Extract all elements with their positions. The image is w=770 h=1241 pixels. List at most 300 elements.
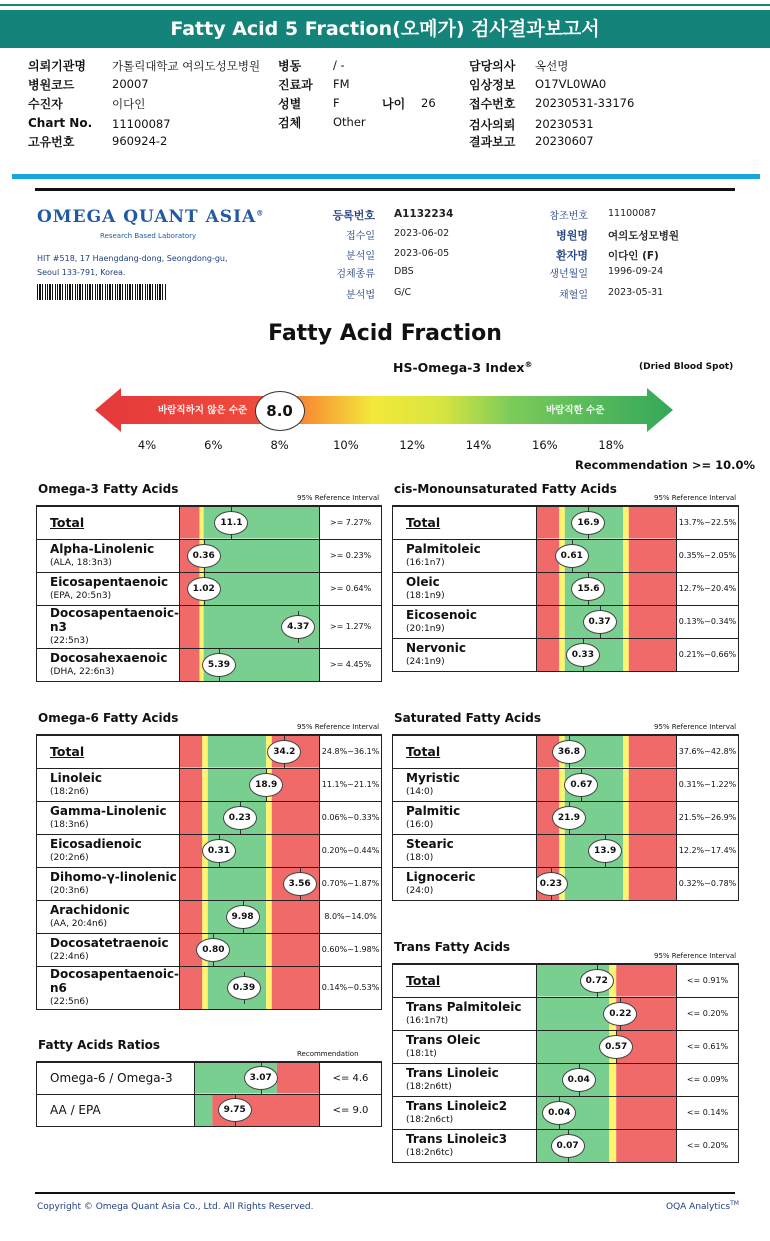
result-row	[37, 801, 382, 834]
name-text: Docosatetraenoic	[50, 935, 169, 950]
name-text: Eicosapentaenoic	[50, 574, 169, 589]
bar-segment	[623, 769, 629, 801]
result-value-marker: 3.07	[244, 1066, 278, 1090]
fatty-acid-name	[37, 834, 180, 867]
result-value-marker: 0.67	[564, 773, 598, 797]
main-title: Fatty Acid Fraction	[268, 321, 502, 346]
name-text: Total	[406, 743, 441, 759]
bar-segment	[266, 967, 272, 1009]
result-value-marker: 0.72	[580, 969, 614, 993]
gauge-tick-label: 4%	[137, 438, 157, 452]
result-value-marker: 0.39	[227, 976, 261, 1000]
name-subtitle: (20:2n6)	[50, 852, 89, 863]
name-subtitle: (18:2n6ct)	[406, 1114, 454, 1125]
result-bar-cell	[180, 834, 320, 867]
result-row	[393, 638, 739, 671]
bar-segment	[559, 573, 565, 605]
reference-value: 0.21%~0.66%	[677, 638, 739, 671]
name-subtitle: (18:0)	[406, 852, 434, 863]
sample-label: 환자명	[556, 249, 588, 262]
bar-segment	[623, 736, 629, 768]
result-value-marker: 0.37	[583, 610, 617, 634]
fatty-acid-name	[393, 1129, 537, 1162]
reference-interval-label: 95% Reference Interval	[297, 494, 380, 502]
bar-segment	[623, 606, 629, 638]
reference-value: <= 0.20%	[677, 997, 739, 1030]
header-value: Other	[333, 115, 366, 129]
header-value: 20007	[112, 77, 149, 91]
result-row	[393, 506, 739, 539]
fatty-acid-name	[37, 1062, 195, 1094]
reference-value: 24.8%~36.1%	[320, 735, 382, 768]
fatty-acid-name	[393, 605, 537, 638]
reference-value: 12.2%~17.4%	[677, 834, 739, 867]
header-label: 병동	[278, 59, 302, 73]
fatty-acid-name	[37, 735, 180, 768]
sample-value: 이다인 (F)	[608, 250, 659, 262]
section-title-saturated: Saturated Fatty Acids	[394, 711, 541, 725]
bar-segment	[559, 507, 565, 539]
bar-segment	[180, 769, 202, 801]
bar-segment	[616, 1130, 676, 1162]
sample-label: 등록번호	[332, 209, 375, 222]
copyright: Copyright © Omega Quant Asia Co., Ltd. All Rights Reserved.	[37, 1202, 314, 1212]
result-row	[37, 648, 382, 681]
bar-segment	[609, 1130, 616, 1162]
result-bar-cell	[180, 572, 320, 605]
barcode	[37, 284, 167, 300]
header-value: 20230607	[535, 134, 594, 148]
section-title-cismono: cis-Monounsaturated Fatty Acids	[394, 482, 617, 496]
gauge-tick-label: 18%	[598, 438, 624, 452]
result-bar-cell	[537, 1063, 677, 1096]
bar-segment	[623, 639, 629, 671]
result-row	[37, 966, 382, 1009]
name-text: Stearic	[406, 836, 454, 851]
bar-segment	[180, 507, 199, 539]
section-title-omega3: Omega-3 Fatty Acids	[38, 482, 179, 496]
header-label: 결과보고	[469, 135, 516, 149]
gauge-high-label: 바람직한 수준	[546, 405, 605, 416]
name-text: Trans Linoleic2	[406, 1098, 508, 1113]
age-value: 26	[421, 96, 436, 110]
reference-value: 0.32%~0.78%	[677, 867, 739, 900]
bar-segment	[537, 606, 559, 638]
result-row	[37, 1094, 382, 1126]
bar-segment	[272, 835, 319, 867]
result-bar-cell	[537, 539, 677, 572]
name-subtitle: (EPA, 20:5n3)	[50, 590, 112, 601]
index-title: HS-Omega-3 Index®	[393, 360, 533, 376]
fatty-acid-name	[37, 506, 180, 539]
bar-segment	[272, 934, 319, 966]
top-accent-line	[0, 4, 770, 6]
index-value-marker: 8.0	[255, 391, 305, 431]
table-ratios	[36, 1061, 382, 1127]
reference-value: 0.20%~0.44%	[320, 834, 382, 867]
reference-bar	[537, 769, 676, 801]
result-value-marker: 0.23	[537, 872, 568, 896]
result-row	[37, 768, 382, 801]
top-rule	[35, 188, 735, 191]
header-label: 수진자	[28, 97, 63, 111]
header-value: 11100087	[112, 117, 171, 131]
result-value-marker: 0.23	[223, 806, 257, 830]
bar-segment	[266, 901, 272, 933]
name-text: Dihomo-γ-linolenic	[50, 869, 177, 884]
result-bar-cell	[537, 1030, 677, 1063]
bar-segment	[629, 573, 676, 605]
reference-interval-label: 95% Reference Interval	[654, 494, 737, 502]
result-row	[37, 539, 382, 572]
name-text: Linoleic	[50, 770, 103, 785]
name-subtitle: (18:2n6tc)	[406, 1147, 454, 1158]
result-bar-cell	[180, 648, 320, 681]
name-subtitle: (16:0)	[406, 819, 434, 830]
result-row	[393, 801, 739, 834]
name-subtitle: (18:3n6)	[50, 819, 89, 830]
name-text: Trans Linoleic3	[406, 1131, 508, 1146]
name-text: Docosahexaenoic	[50, 650, 168, 665]
section-title-ratios: Fatty Acids Ratios	[38, 1038, 161, 1052]
result-row	[393, 1063, 739, 1096]
result-value-marker: 0.04	[542, 1101, 576, 1125]
bar-segment	[537, 573, 559, 605]
result-bar-cell	[537, 801, 677, 834]
sample-label: 채혈일	[559, 290, 588, 301]
reference-value: 0.35%~2.05%	[677, 539, 739, 572]
sample-label: 분석법	[346, 290, 375, 301]
name-text: Trans Linoleic	[406, 1065, 499, 1080]
name-text: Nervonic	[406, 640, 466, 655]
result-value-marker: 0.57	[599, 1035, 633, 1059]
reference-interval-label: 95% Reference Interval	[297, 723, 380, 731]
bar-segment	[629, 769, 676, 801]
bar-segment	[277, 1063, 319, 1094]
fatty-acid-name	[393, 572, 537, 605]
bar-segment	[266, 934, 272, 966]
bar-segment	[180, 967, 202, 1009]
gauge-tick-label: 16%	[532, 438, 558, 452]
bar-segment	[202, 901, 208, 933]
reference-interval-label: Recommendation	[297, 1050, 359, 1058]
sample-value: DBS	[394, 266, 414, 277]
name-text: Docosapentaenoic-n3	[50, 605, 180, 634]
sample-label: 분석일	[346, 251, 375, 262]
name-text: Total	[406, 514, 441, 530]
header-label: 의뢰기관명	[28, 59, 86, 73]
fatty-acid-name	[393, 801, 537, 834]
header-label: 병원코드	[28, 78, 75, 92]
header-label: 접수번호	[469, 97, 516, 111]
header-label: 진료과	[278, 78, 313, 92]
bar-segment	[537, 507, 559, 539]
bar-segment	[623, 507, 629, 539]
result-value-marker: 0.33	[566, 643, 600, 667]
fatty-acid-name	[393, 768, 537, 801]
result-row	[393, 768, 739, 801]
analytics-label: OQA Analytics™	[666, 1200, 739, 1212]
fatty-acid-name	[393, 506, 537, 539]
table-trans	[392, 963, 739, 1163]
sample-label: 참조번호	[549, 211, 588, 222]
bar-segment	[623, 868, 629, 900]
bar-segment	[266, 802, 272, 834]
reference-value: 0.14%~0.53%	[320, 966, 382, 1009]
result-row	[37, 867, 382, 900]
bar-segment	[559, 835, 565, 867]
header-value: O17VL0WA0	[535, 77, 607, 91]
reference-interval-label: 95% Reference Interval	[654, 952, 737, 960]
name-subtitle: (16:1n7t)	[406, 1015, 449, 1026]
table-omega6	[36, 734, 382, 1010]
result-value-marker: 3.56	[283, 872, 317, 896]
result-row	[393, 1129, 739, 1162]
bar-segment	[266, 868, 272, 900]
bar-segment	[202, 802, 208, 834]
result-value-marker: 16.9	[571, 511, 605, 535]
bar-segment	[202, 769, 208, 801]
lab-logo-subtitle: Research Based Laboratory	[100, 232, 197, 240]
name-subtitle: (22:5n3)	[50, 635, 89, 646]
footer-rule	[35, 1192, 735, 1194]
bar-segment	[609, 1097, 616, 1129]
result-value-marker: 0.31	[202, 839, 236, 863]
reference-value: <= 0.61%	[677, 1030, 739, 1063]
result-bar-cell	[537, 1129, 677, 1162]
name-text: Omega-6 / Omega-3	[50, 1071, 173, 1086]
name-text: Alpha-Linolenic	[50, 541, 155, 556]
result-row	[37, 834, 382, 867]
header-label: 임상정보	[469, 78, 516, 92]
name-text: Total	[406, 972, 441, 988]
reference-value: <= 9.0	[320, 1094, 382, 1126]
lab-address: HIT #518, 17 Haengdang-dong, Seongdong-gu, Seoul 133-791, Korea.	[37, 254, 228, 277]
result-row	[393, 964, 739, 997]
sample-value: G/C	[394, 287, 412, 298]
name-subtitle: (22:4n6)	[50, 951, 89, 962]
bar-segment	[208, 868, 266, 900]
fatty-acid-name	[393, 834, 537, 867]
result-row	[37, 933, 382, 966]
name-text: AA / EPA	[50, 1103, 101, 1117]
result-bar-cell	[180, 867, 320, 900]
result-row	[393, 1096, 739, 1129]
name-text: Eicosadienoic	[50, 836, 142, 851]
bar-segment	[537, 998, 609, 1030]
result-bar-cell	[537, 572, 677, 605]
result-bar-cell	[537, 735, 677, 768]
result-value-marker: 5.39	[202, 653, 236, 677]
bar-segment	[208, 736, 266, 768]
result-bar-cell	[180, 966, 320, 1009]
name-subtitle: (18:2n6)	[50, 786, 89, 797]
header-label: Chart No.	[28, 116, 93, 130]
gauge-low-label: 바람직하지 않은 수준	[158, 405, 248, 416]
bar-segment	[200, 606, 204, 648]
name-subtitle: (24:1n9)	[406, 656, 445, 667]
result-bar-cell	[537, 964, 677, 997]
result-row	[37, 735, 382, 768]
result-bar-cell	[537, 768, 677, 801]
reference-value: >= 0.23%	[320, 539, 382, 572]
sample-label: 검체종류	[336, 269, 375, 280]
name-subtitle: (18:1t)	[406, 1048, 437, 1059]
result-value-marker: 13.9	[588, 839, 622, 863]
result-bar-cell	[180, 539, 320, 572]
sample-value: 2023-06-02	[394, 228, 450, 239]
name-text: Trans Palmitoleic	[406, 999, 522, 1014]
bar-segment	[616, 1097, 676, 1129]
fatty-acid-name	[37, 572, 180, 605]
header-value: 가톨릭대학교 여의도성모병원	[112, 59, 261, 73]
bar-segment	[629, 802, 676, 834]
header-label: 성별	[278, 97, 302, 111]
bar-segment	[202, 967, 208, 1009]
result-row	[37, 1062, 382, 1094]
result-row	[393, 539, 739, 572]
name-text: Palmitoleic	[406, 541, 481, 556]
bar-segment	[180, 649, 199, 681]
bar-segment	[616, 965, 676, 997]
result-bar-cell	[537, 834, 677, 867]
result-row	[37, 506, 382, 539]
bar-segment	[623, 835, 629, 867]
gauge-tick-label: 12%	[399, 438, 425, 452]
result-row	[393, 1030, 739, 1063]
sample-value: 2023-06-05	[394, 248, 450, 259]
name-subtitle: (DHA, 22:6n3)	[50, 666, 115, 677]
name-subtitle: (18:1n9)	[406, 590, 445, 601]
bar-segment	[180, 736, 202, 768]
name-text: Myristic	[406, 770, 460, 785]
reference-value: 8.0%~14.0%	[320, 900, 382, 933]
reference-value: >= 0.64%	[320, 572, 382, 605]
fatty-acid-name	[37, 648, 180, 681]
name-text: Palmitic	[406, 803, 461, 818]
reference-value: <= 4.6	[320, 1062, 382, 1094]
bar-segment	[202, 736, 208, 768]
result-row	[393, 735, 739, 768]
result-value-marker: 0.61	[555, 544, 589, 568]
result-value-marker: 0.04	[562, 1068, 596, 1092]
reference-value: 0.31%~1.22%	[677, 768, 739, 801]
result-bar-cell	[180, 900, 320, 933]
result-value-marker: 9.98	[226, 905, 260, 929]
table-saturated	[392, 734, 739, 901]
reference-bar	[195, 1095, 319, 1126]
bar-segment	[565, 868, 623, 900]
fatty-acid-name	[37, 933, 180, 966]
reference-bar	[180, 649, 319, 681]
name-subtitle: (18:2n6tt)	[406, 1081, 452, 1092]
reference-value: 13.7%~22.5%	[677, 506, 739, 539]
result-row	[393, 834, 739, 867]
result-value-marker: 18.9	[249, 773, 283, 797]
header-label: 검사의뢰	[469, 118, 516, 132]
bar-segment	[559, 639, 565, 671]
result-value-marker: 4.37	[281, 615, 315, 639]
header-value: 20230531-33176	[535, 96, 635, 110]
name-subtitle: (14:0)	[406, 786, 434, 797]
header-value: 20230531	[535, 117, 594, 131]
header-value: / -	[333, 58, 345, 72]
bar-segment	[180, 901, 202, 933]
result-value-marker: 21.9	[552, 806, 586, 830]
header-value: FM	[333, 77, 350, 91]
sample-value: 2023-05-31	[608, 287, 664, 298]
sample-label: 접수일	[346, 231, 375, 242]
bar-segment	[204, 573, 319, 605]
bar-segment	[204, 540, 319, 572]
reference-bar	[537, 507, 676, 539]
header-label: 고유번호	[28, 135, 75, 149]
sample-type-note: (Dried Blood Spot)	[639, 362, 734, 372]
bar-segment	[272, 901, 319, 933]
age-label: 나이	[382, 97, 406, 111]
report-title: Fatty Acid 5 Fraction(오메가) 검사결과보고서	[0, 10, 770, 48]
bar-segment	[537, 639, 559, 671]
section-title-trans: Trans Fatty Acids	[394, 940, 511, 954]
bar-segment	[180, 868, 202, 900]
result-value-marker: 0.36	[187, 544, 221, 568]
result-value-marker: 36.8	[552, 740, 586, 764]
result-value-marker: 15.6	[571, 577, 605, 601]
bar-segment	[559, 606, 565, 638]
result-bar-cell	[537, 1096, 677, 1129]
reference-value: <= 0.91%	[677, 964, 739, 997]
bar-segment	[272, 967, 319, 1009]
reference-value: 0.70%~1.87%	[320, 867, 382, 900]
gauge-tick-label: 14%	[465, 438, 492, 452]
reference-value: >= 1.27%	[320, 605, 382, 648]
fatty-acid-name	[37, 966, 180, 1009]
fatty-acid-name	[37, 605, 180, 648]
bar-segment	[629, 639, 676, 671]
name-subtitle: (24:0)	[406, 885, 434, 896]
result-bar-cell	[537, 638, 677, 671]
bar-segment	[537, 769, 559, 801]
reference-bar	[537, 1064, 676, 1096]
name-text: Eicosenoic	[406, 607, 477, 622]
result-bar-cell	[537, 506, 677, 539]
result-bar-cell	[180, 735, 320, 768]
name-subtitle: (ALA, 18:3n3)	[50, 557, 112, 568]
gauge-tick-label: 6%	[204, 438, 223, 452]
fatty-acid-name	[37, 900, 180, 933]
header-value: 이다인	[112, 97, 146, 111]
result-row	[393, 997, 739, 1030]
result-value-marker: 11.1	[214, 511, 248, 535]
result-row	[393, 867, 739, 900]
sample-value: 11100087	[608, 208, 657, 219]
result-row	[37, 605, 382, 648]
reference-value: 0.13%~0.34%	[677, 605, 739, 638]
header-value: 옥선명	[535, 59, 569, 73]
name-subtitle: (16:1n7)	[406, 557, 445, 568]
name-text: Lignoceric	[406, 869, 476, 884]
bar-segment	[272, 802, 319, 834]
header-value: F	[333, 96, 340, 110]
reference-value: >= 7.27%	[320, 506, 382, 539]
fatty-acid-name	[37, 801, 180, 834]
bar-segment	[609, 1064, 616, 1096]
result-bar-cell	[537, 867, 677, 900]
fatty-acid-name	[393, 539, 537, 572]
reference-value: 0.60%~1.98%	[320, 933, 382, 966]
result-bar-cell	[195, 1062, 320, 1094]
bar-segment	[629, 868, 676, 900]
